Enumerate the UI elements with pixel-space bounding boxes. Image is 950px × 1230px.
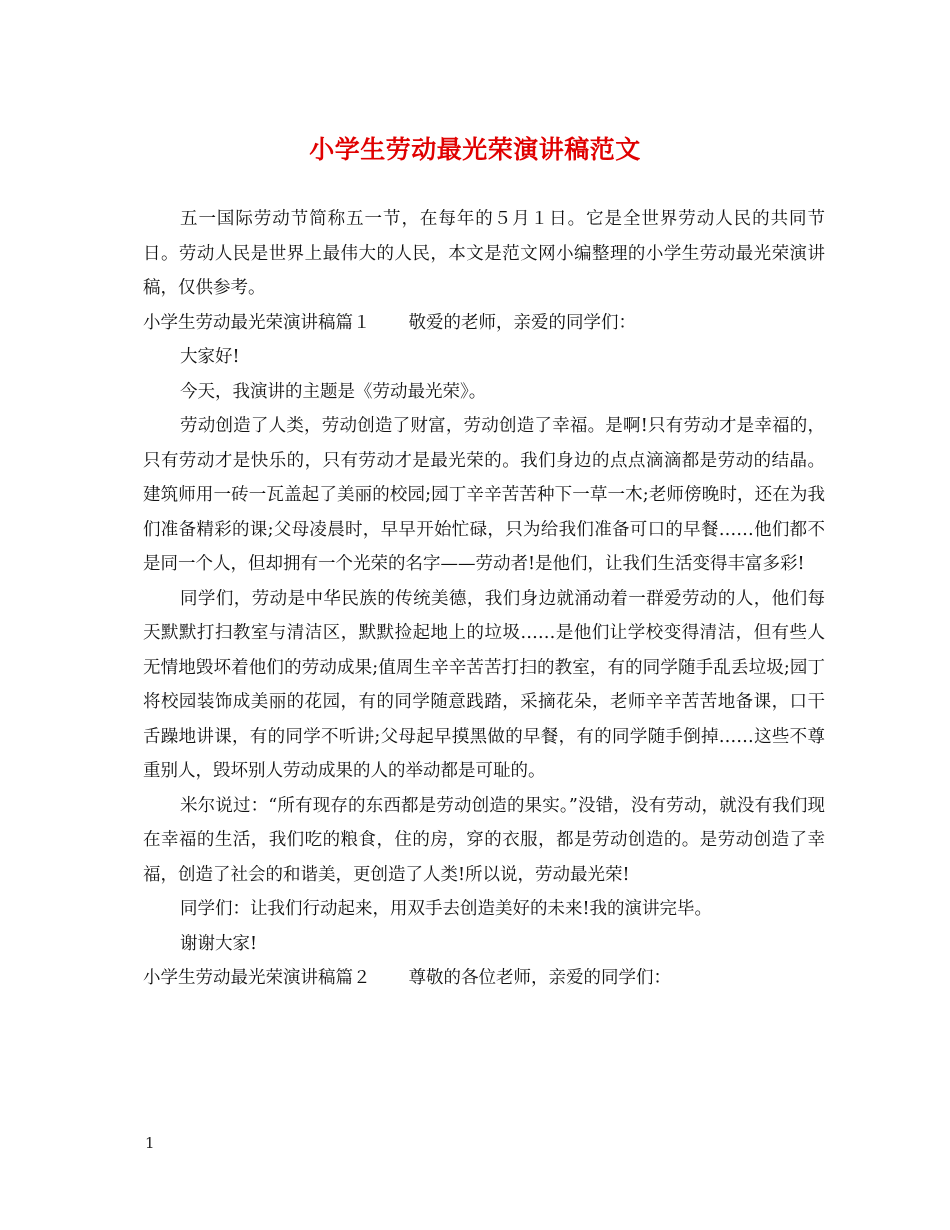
body-paragraph-1: 劳动创造了人类，劳动创造了财富，劳动创造了幸福。是啊!只有劳动才是幸福的，只有劳动才是快乐的，只有劳动才是最光荣的。我们身边的点点滴滴都是劳动的结晶。建筑师用一砖一瓦盖起了美丽的校园;园丁辛辛苦苦种下一草一木;老师傍晚时，还在为我们准备精彩的课;父母凌晨时，早早开始忙碌，只为给我们准备可口的早餐……他们都不是同一个人，但却拥有一个光荣的名字——劳动者!是他们，让我们生活变得丰富多彩! [143,416,825,574]
body-paragraph-4: 同学们：让我们行动起来，用双手去创造美好的未来!我的演讲完毕。 [180,899,713,919]
greeting-paragraph: 大家好! [180,347,240,367]
section-1-heading: 小学生劳动最光荣演讲稿篇１ [143,312,371,333]
section-2-salutation: 尊敬的各位老师，亲爱的同学们： [408,968,671,988]
section-1-salutation: 敬爱的老师，亲爱的同学们： [408,312,636,333]
body-paragraph-3: 米尔说过：“所有现存的东西都是劳动创造的果实。”没错，没有劳动，就没有我们现在幸福的生活，我们吃的粮食，住的房，穿的衣服，都是劳动创造的。是劳动创造了幸福，创造了社会的和谐美，更创造了人类!所以说，劳动最光荣! [143,795,825,885]
document-body [143,202,825,996]
page-number: 1 [145,1134,155,1152]
body-paragraph-2: 同学们，劳动是中华民族的传统美德，我们身边就涌动着一群爱劳动的人，他们每天默默打扫教室与清洁区，默默捡起地上的垃圾……是他们让学校变得清洁，但有些人无情地毁坏着他们的劳动成果;值周生辛辛苦苦打扫的教室，有的同学随手乱丢垃圾;园丁将校园装饰成美丽的花园，有的同学随意践踏，采摘花朵，老师辛辛苦苦地备课，口干舌躁地讲课，有的同学不听讲;父母起早摸黑做的早餐，有的同学随手倒掉……这些不尊重别人，毁坏别人劳动成果的人的举动都是可耻的。 [143,588,825,781]
intro-paragraph: 五一国际劳动节简称五一节，在每年的５月１日。它是全世界劳动人民的共同节日。劳动人民是世界上最伟大的人民，本文是范文网小编整理的小学生劳动最光荣演讲稿，仅供参考。 [143,209,825,298]
document-title: 小学生劳动最光荣演讲稿范文 [309,135,641,164]
section-2-header-line [143,961,825,996]
section-2-heading: 小学生劳动最光荣演讲稿篇２ [143,968,371,988]
theme-paragraph: 今天，我演讲的主题是《劳动最光荣》。 [180,381,487,402]
section-1-header-line [143,306,825,341]
thanks-paragraph: 谢谢大家! [180,933,258,954]
